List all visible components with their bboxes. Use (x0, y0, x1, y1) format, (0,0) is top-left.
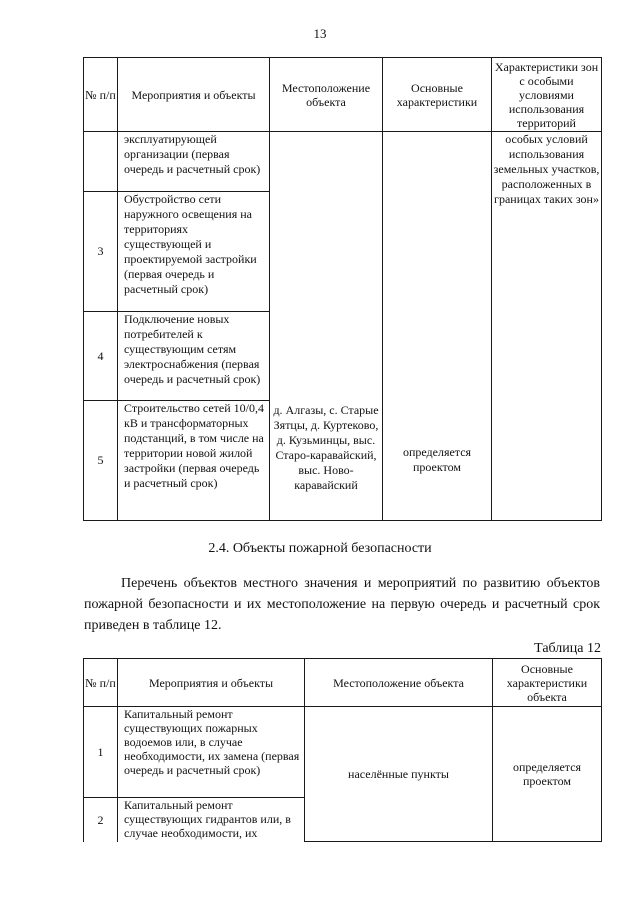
paragraph: Перечень объектов местного значения и мероприятий по развитию объектов пожарной безопасности и их местоположение на первую очередь и расчетный срок приведен в таблице 12. (84, 576, 600, 633)
row-num: 1 (84, 707, 118, 798)
row-characteristics: определяется проектом (383, 401, 492, 521)
header-location: Местоположение объекта (270, 58, 383, 132)
row-num: 5 (84, 401, 118, 521)
row-text: Капитальный ремонт существующих пожарных водоемов или, в случае необходимости, их замена (первая очередь и расчетный срок) (118, 707, 305, 798)
row-text: Капитальный ремонт существующих гидрантов или, в случае необходимости, их (118, 798, 305, 842)
row-num (84, 132, 118, 192)
table-row (84, 707, 602, 798)
row-text: Подключение новых потребителей к существующим сетям электроснабжения (первая очередь и расчетный срок) (118, 312, 270, 401)
table-12 (83, 658, 602, 842)
table-continued (83, 57, 602, 521)
header-zones: Характеристики зон с особыми условиями использования территорий (492, 58, 602, 132)
location-cell-empty (270, 132, 383, 401)
row-text: Строительство сетей 10/0,4 кВ и трансформаторных подстанций, в том числе на территории новой жилой застройки (первая очередь и расчетный срок) (118, 401, 270, 521)
row-location: д. Алгазы, с. Старые Зятцы, д. Куртеково, д. Кузьминцы, выс. Старо-каравайский, выс. Ново-каравайский (270, 401, 383, 521)
row-num: 4 (84, 312, 118, 401)
header-num: № п/п (84, 58, 118, 132)
section-title: 2.4. Объекты пожарной безопасности (208, 541, 432, 556)
header-characteristics: Основные характеристики объекта (493, 659, 602, 707)
row-characteristics: определяется проектом (493, 707, 602, 842)
header-activities: Мероприятия и объекты (118, 58, 270, 132)
page-number: 13 (313, 26, 327, 41)
table-caption: Таблица 12 (534, 641, 601, 656)
header-activities: Мероприятия и объекты (118, 659, 305, 707)
table-row (84, 132, 602, 192)
row-location: населённые пункты (305, 707, 493, 842)
row-num: 3 (84, 192, 118, 312)
header-location: Местоположение объекта (305, 659, 493, 707)
row-text: эксплуатирующей организации (первая очередь и расчетный срок) (118, 132, 270, 192)
row-text: Обустройство сети наружного освещения на территориях существующей и проектируемой застройки (первая очередь и расчетный срок) (118, 192, 270, 312)
header-characteristics: Основные характеристики (383, 58, 492, 132)
row-num: 2 (84, 798, 118, 842)
header-num: № п/п (84, 659, 118, 707)
characteristics-cell-empty (383, 132, 492, 401)
zone-text: особых условий использования земельных участков, расположенных в границах таких зон» (492, 132, 602, 521)
